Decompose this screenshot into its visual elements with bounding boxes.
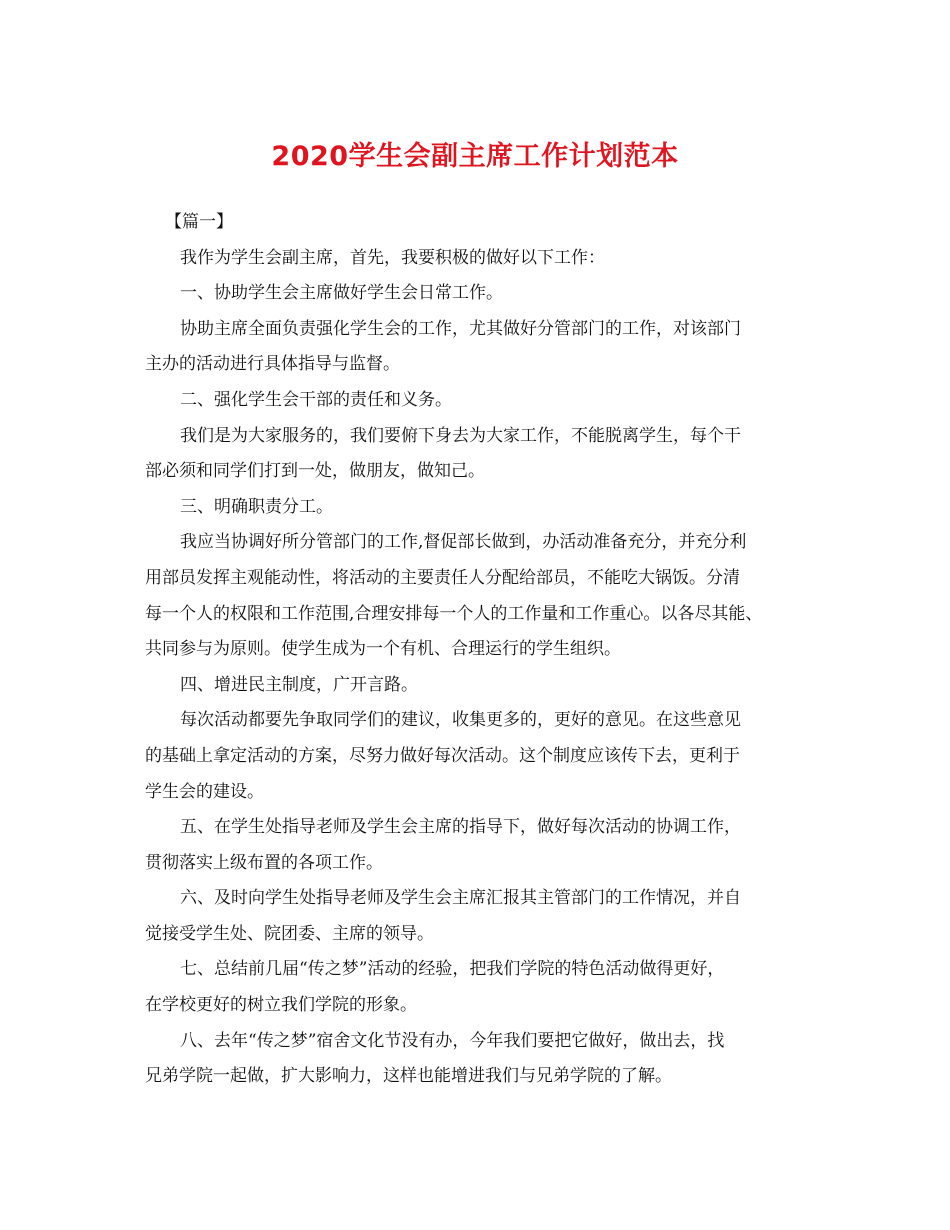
heading-line: 三、明确职责分工。 [180,496,333,517]
paragraph-line: 我应当协调好所分管部门的工作,督促部长做到，办活动准备充分，并充分利 [180,532,747,553]
paragraph-line: 部必须和同学们打到一处，做朋友，做知己。 [145,461,485,482]
paragraph-line: 协助主席全面负责强化学生会的工作，尤其做好分管部门的工作，对该部门 [180,318,741,339]
document-body [145,205,813,1095]
heading-line: 二、强化学生会干部的责任和义务。 [180,389,452,410]
heading-line: 八、去年“传之梦”宿舍文化节没有办，今年我们要把它做好，做出去，找 [180,1030,725,1051]
document-title: 2020学生会副主席工作计划范本 [271,141,679,172]
heading-line: 四、增进民主制度，广开言路。 [180,674,418,695]
paragraph-line: 贯彻落实上级布置的各项工作。 [145,852,383,873]
paragraph-line: 每一个人的权限和工作范围,合理安排每一个人的工作量和工作重心。以各尽其能、 [145,603,763,624]
paragraph-line: 我作为学生会副主席，首先，我要积极的做好以下工作： [180,247,605,268]
section-tag: 【篇一】 [165,212,233,232]
paragraph-line: 共同参与为原则。使学生成为一个有机、合理运行的学生组织。 [145,639,621,660]
paragraph-line: 的基础上拿定活动的方案，尽努力做好每次活动。这个制度应该传下去，更利于 [145,745,740,766]
heading-line: 七、总结前几届“传之梦”活动的经验，把我们学院的特色活动做得更好， [180,959,725,980]
heading-line: 一、协助学生会主席做好学生会日常工作。 [180,283,503,304]
paragraph-line: 学生会的建设。 [145,781,264,802]
heading-line: 六、及时向学生处指导老师及学生会主席汇报其主管部门的工作情况，并自 [180,888,741,909]
paragraph-line: 兄弟学院一起做，扩大影响力，这样也能增进我们与兄弟学院的了解。 [145,1066,672,1087]
paragraph-line: 用部员发挥主观能动性，将活动的主要责任人分配给部员，不能吃大锅饭。分清 [145,567,740,588]
paragraph-line: 每次活动都要先争取同学们的建议，收集更多的，更好的意见。在这些意见 [180,710,741,731]
paragraph-line: 觉接受学生处、院团委、主席的领导。 [145,923,434,944]
paragraph-line: 主办的活动进行具体指导与监督。 [145,354,400,375]
paragraph-line: 我们是为大家服务的，我们要俯下身去为大家工作，不能脱离学生，每个干 [180,425,741,446]
paragraph-line: 在学校更好的树立我们学院的形象。 [145,995,417,1016]
heading-line: 五、在学生处指导老师及学生会主席的指导下，做好每次活动的协调工作， [180,817,741,838]
